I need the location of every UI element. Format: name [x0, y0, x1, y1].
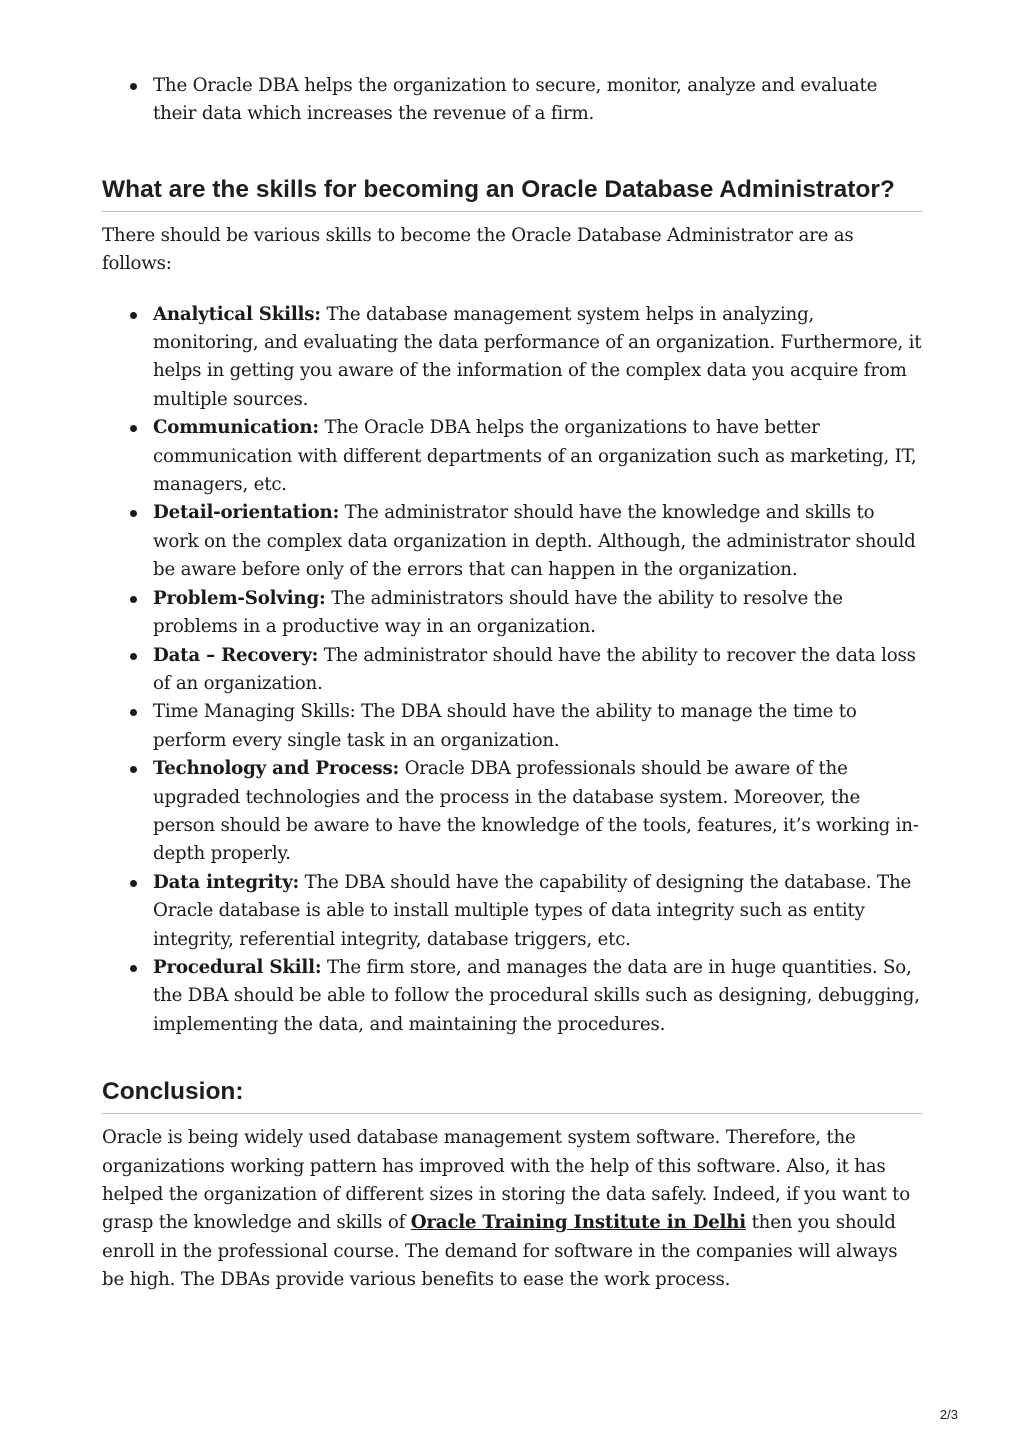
skill-term: Communication: [153, 417, 319, 439]
skill-term: Detail-orientation: [153, 502, 340, 524]
list-item [153, 499, 922, 584]
list-item [153, 698, 922, 755]
conclusion-paragraph [102, 1124, 922, 1294]
skill-term: Procedural Skill: [153, 956, 322, 978]
skill-description: The administrator should have the ability to recover the data loss of an organization. [153, 644, 916, 694]
list-item [153, 954, 922, 1039]
skill-description: Oracle DBA professionals should be aware of the upgraded technologies and the process in the database system. Moreover, the person should be aware to have the knowledge of the tools, features, it’s working in-depth properly. [153, 758, 919, 865]
conclusion-text-after-link: then you should enroll in the professional course. The demand for software in the companies will always be high. The DBAs provide various benefits to ease the work process. [102, 1212, 898, 1291]
list-item [153, 755, 922, 869]
skill-description: The firm store, and manages the data are in huge quantities. So, the DBA should be able to follow the procedural skills such as designing, debugging, implementing the data, and maintaining the procedures. [153, 956, 920, 1035]
list-item [153, 414, 922, 499]
skill-description: The administrators should have the ability to resolve the problems in a productive way in an organization. [153, 587, 843, 638]
skills-heading: What are the skills for becoming an Oracle Database Administrator? [102, 175, 922, 212]
conclusion-heading: Conclusion: [102, 1077, 922, 1114]
list-item [153, 869, 922, 954]
list-item [153, 585, 922, 642]
skill-term: Data integrity: [153, 871, 300, 893]
skill-description: The Oracle DBA helps the organizations to have better communication with different departments of an organization such as marketing, IT, managers, etc. [153, 417, 917, 496]
page-number: 2/3 [939, 1407, 958, 1422]
skill-description: The administrator should have the knowledge and skills to work on the complex data organization in depth. Although, the administrator should be aware before only of the errors that can happen in the organization. [153, 502, 916, 581]
intro-bullet-text: The Oracle DBA helps the organization to secure, monitor, analyze and evaluate their data which increases the revenue of a firm. [153, 75, 878, 125]
skill-description: The database management system helps in analyzing, monitoring, and evaluating the data performance of an organization. Furthermore, it helps in getting you aware of the information of the complex data you acquire from multiple sources. [153, 303, 922, 410]
skill-term: Problem-Solving: [153, 587, 326, 609]
skill-description: Time Managing Skills: The DBA should have the ability to manage the time to perform every single task in an organization. [153, 701, 857, 751]
skill-term: Analytical Skills: [153, 303, 321, 325]
conclusion-text-before-link: Oracle is being widely used database management system software. Therefore, the organizations working pattern has improved with the help of this software. Also, it has helped the organization of different sizes in storing the data safely. Indeed, if you want to grasp the knowledge and skills of [102, 1127, 911, 1234]
document-body [102, 72, 922, 1295]
oracle-training-link[interactable]: Oracle Training Institute in Delhi [410, 1212, 746, 1234]
skills-list [102, 301, 922, 1040]
skill-term: Technology and Process: [153, 758, 400, 780]
skills-intro-paragraph: There should be various skills to become the Oracle Database Administrator are as follows: [102, 224, 854, 275]
list-item [153, 642, 922, 699]
intro-bullet-list [102, 72, 922, 129]
list-item [153, 301, 922, 415]
list-item [153, 72, 922, 129]
skill-description: The DBA should have the capability of designing the database. The Oracle database is able to install multiple types of data integrity such as entity integrity, referential integrity, database triggers, etc. [153, 871, 912, 950]
skill-term: Data – Recovery: [153, 644, 319, 666]
